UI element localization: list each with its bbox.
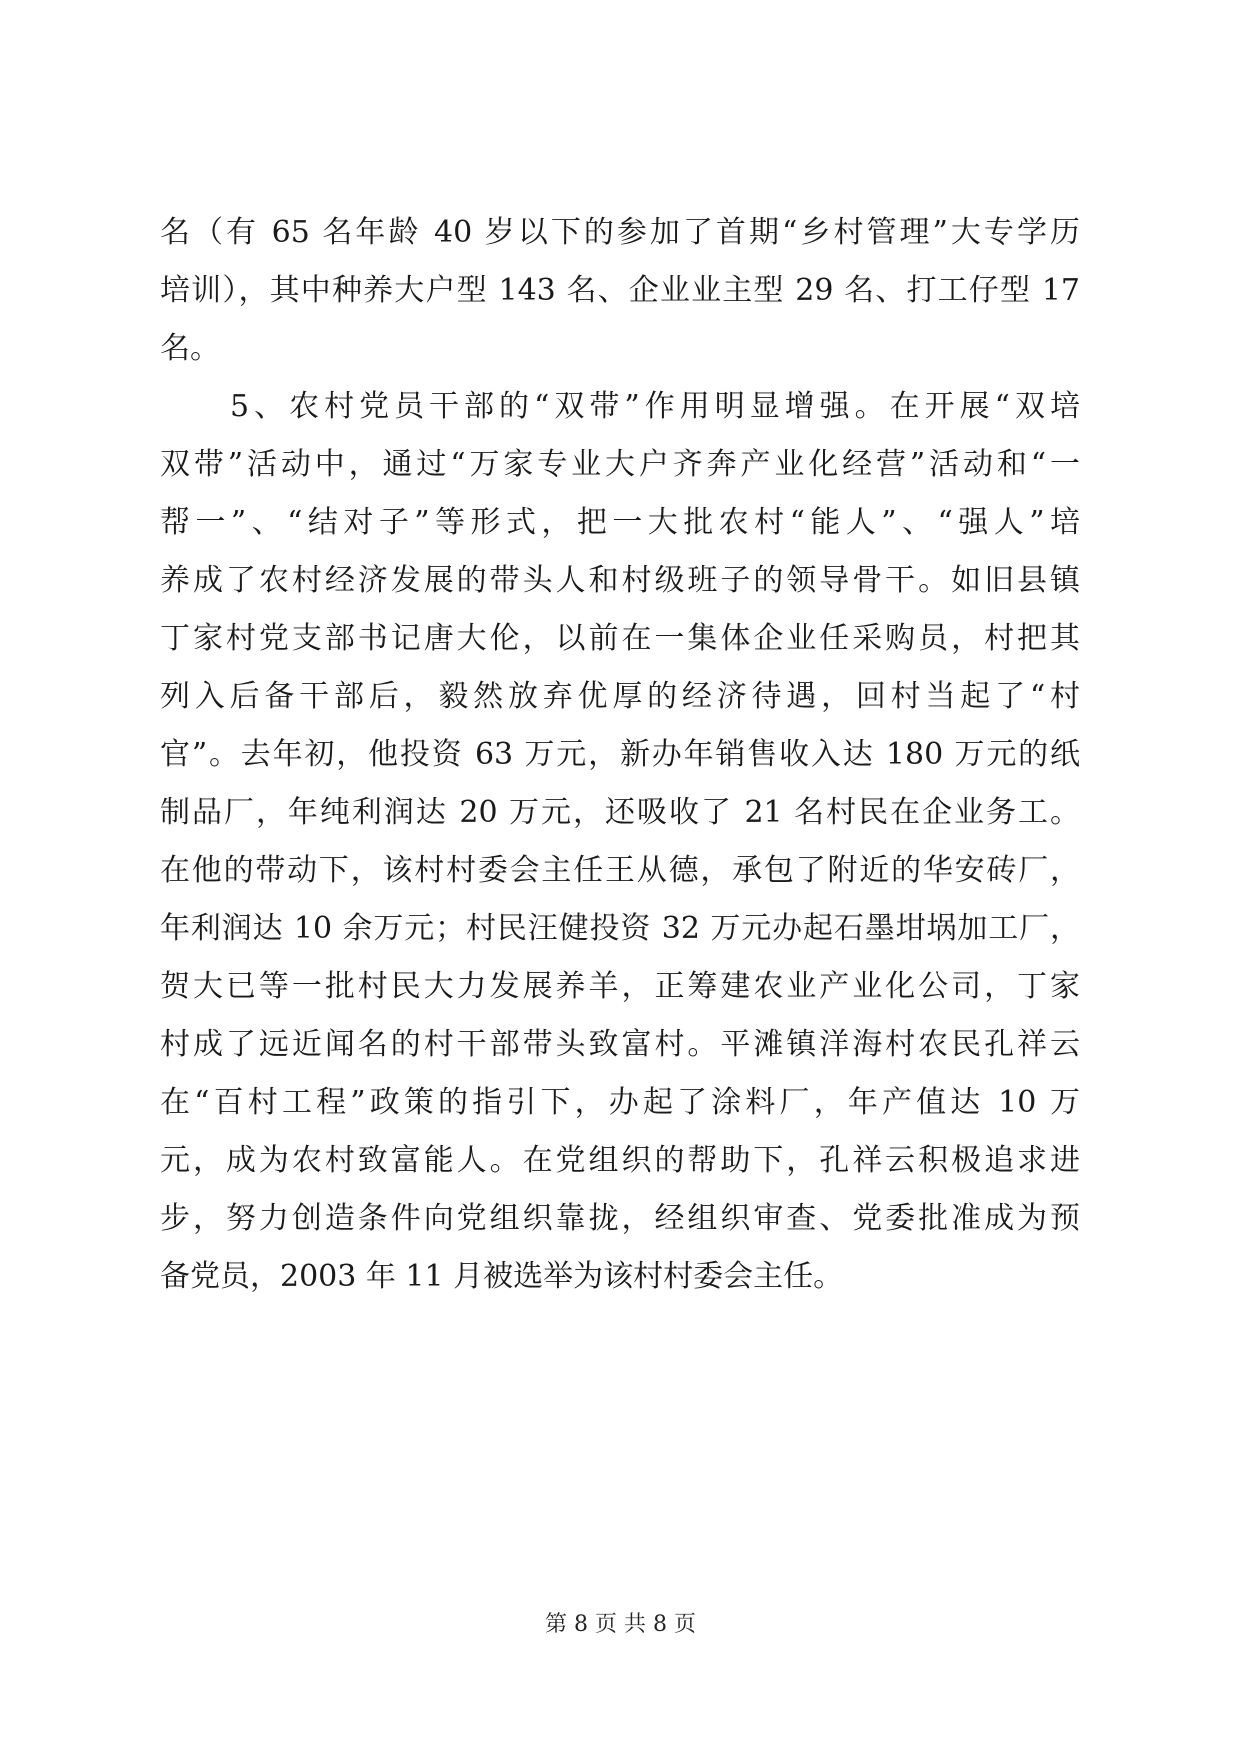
paragraph-line: 官”。去年初，他投资 63 万元，新办年销售收入达 180 万元的纸	[160, 737, 1080, 772]
paragraph-line: 丁家村党支部书记唐大伦，以前在一集体企业任采购员，村把其	[160, 621, 1080, 656]
paragraph-line: 元，成为农村致富能人。在党组织的帮助下，孔祥云积极追求进	[160, 1143, 1080, 1178]
paragraph-line: 备党员，2003 年 11 月被选举为该村村委会主任。	[160, 1259, 844, 1294]
page-footer: 第 8 页 共 8 页	[545, 1612, 696, 1637]
paragraph-line: 年利润达 10 余万元；村民汪健投资 32 万元办起石墨坩埚加工厂，	[160, 911, 1080, 946]
paragraph-line: 双带”活动中，通过“万家专业大户齐奔产业化经营”活动和“一	[160, 447, 1080, 482]
paragraph-line: 步，努力创造条件向党组织靠拢，经组织审查、党委批准成为预	[160, 1201, 1080, 1236]
paragraph-line: 在“百村工程”政策的指引下，办起了涂料厂，年产值达 10 万	[160, 1085, 1080, 1120]
paragraph-line: 帮一”、“结对子”等形式，把一大批农村“能人”、“强人”培	[160, 505, 1080, 540]
paragraph-line: 名（有 65 名年龄 40 岁以下的参加了首期“乡村管理”大专学历	[160, 215, 1080, 250]
paragraph-line: 贺大已等一批村民大力发展养羊，正筹建农业产业化公司，丁家	[160, 969, 1080, 1004]
paragraph-line: 培训），其中种养大户型 143 名、企业业主型 29 名、打工仔型 17	[160, 273, 1080, 308]
paragraph-line: 5、农村党员干部的“双带”作用明显增强。在开展“双培	[230, 389, 1080, 424]
paragraph-line: 村成了远近闻名的村干部带头致富村。平滩镇洋海村农民孔祥云	[160, 1027, 1080, 1062]
paragraph-line: 养成了农村经济发展的带头人和村级班子的领导骨干。如旧县镇	[160, 563, 1080, 598]
paragraph-line: 制品厂，年纯利润达 20 万元，还吸收了 21 名村民在企业务工。	[160, 795, 1080, 830]
paragraph-line: 列入后备干部后，毅然放弃优厚的经济待遇，回村当起了“村	[160, 679, 1080, 714]
paragraph-line: 在他的带动下，该村村委会主任王从德，承包了附近的华安砖厂，	[160, 853, 1080, 888]
paragraph-line: 名。	[160, 331, 220, 366]
